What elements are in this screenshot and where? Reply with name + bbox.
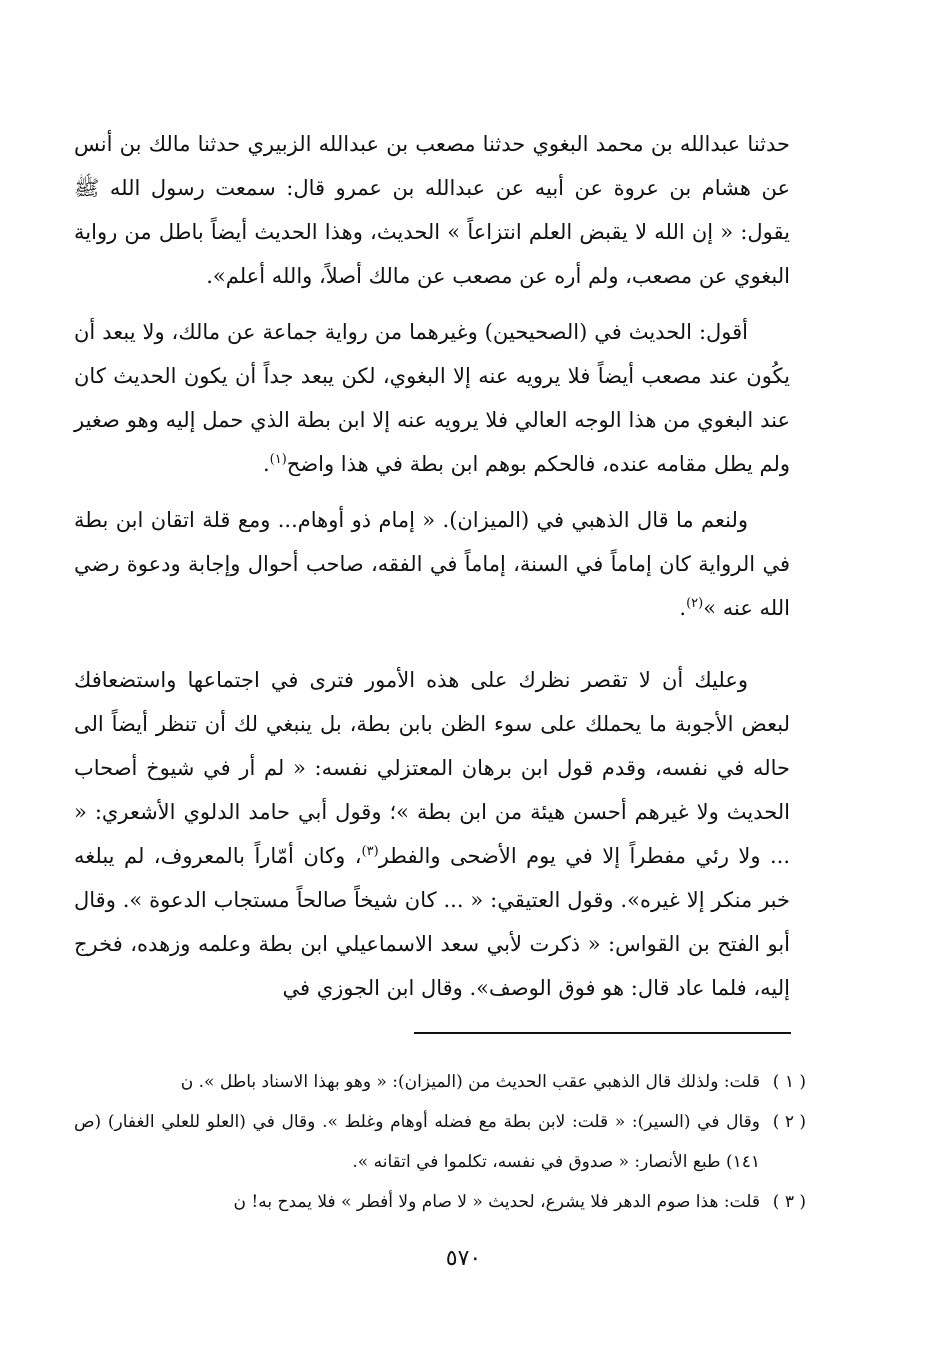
- paragraph-1: [74, 122, 790, 298]
- footnote-2-text: وقال في (السير): « قلت: لابن بطة مع فضله أوهام وغلط ». وقال في (العلو للعلي الغفار) (ص ١٤١) طبع الأنصار: « صدوق في نفسه، تكلموا في اتقانه ».: [74, 1112, 760, 1172]
- footnotes: [74, 1062, 806, 1222]
- footnote-3-text: قلت: هذا صوم الدهر فلا يشرع، لحديث « لا صام ولا أفطر » فلا يمدح به! ن: [233, 1192, 760, 1212]
- paragraph-3: [74, 498, 790, 630]
- footnote-ref-1: (١): [269, 452, 287, 467]
- footnote-3-number: ( ٣ ): [772, 1192, 806, 1212]
- paragraph-1-text: حدثنا عبدالله بن محمد البغوي حدثنا مصعب بن عبدالله الزبيري حدثنا مالك بن أنس عن هشام بن عروة عن أبيه عن عبدالله بن عمرو قال: سمعت رسول الله ﷺ يقول: « إن الله لا يقبض العلم انتزاعاً » الحديث، وهذا الحديث أيضاً باطل من رواية البغوي عن مصعب، ولم أره عن مصعب عن مالك أصلاً، والله أعلم».: [74, 132, 791, 288]
- footnote-ref-3: (٣): [361, 844, 379, 859]
- main-text: [74, 122, 790, 1010]
- footnote-1: [74, 1062, 806, 1102]
- paragraph-2: [74, 310, 790, 486]
- footnote-2: [74, 1102, 806, 1182]
- footnote-2-number: ( ٢ ): [772, 1112, 806, 1132]
- page-number: ٥٧٠: [445, 1246, 482, 1271]
- paragraph-4: [74, 658, 790, 1010]
- paragraph-4-text: وعليك أن لا تقصر نظرك على هذه الأمور فترى في اجتماعها واستضعافك لبعض الأجوبة ما يحملك على سوء الظن بابن بطة، بل ينبغي لك أن تنظر أيضاً الى حاله في نفسه، وقدم قول ابن برهان المعتزلي نفسه: « لم أر في شيوخ أصحاب الحديث ولا غيرهم أحسن هيئة من ابن بطة »؛ وقول أبي حامد الدلوي الأشعري: « ... ولا رئي مفطراً إلا في يوم الأضحى والفطر: [74, 668, 791, 868]
- paragraph-4-continuation: ، وكان أمّاراً بالمعروف، لم يبلغه خبر منكر إلا غيره». وقول العتيقي: « ... كان شيخاً صالحاً مستجاب الدعوة ». وقال أبو الفتح بن القواس: « ذكرت لأبي سعد الاسماعيلي ابن بطة وعلمه وزهده، فخرج إليه، فلما عاد قال: هو فوق الوصف». وقال ابن الجوزي في: [74, 844, 790, 1000]
- paragraph-3-end: .: [679, 596, 687, 620]
- paragraph-3-text: ولنعم ما قال الذهبي في (الميزان). « إمام ذو أوهام... ومع قلة اتقان ابن بطة في الرواية كان إماماً في السنة، إماماً في الفقه، صاحب أحوال وإجابة ودعوة رضي الله عنه »: [74, 508, 790, 620]
- footnote-ref-2: (٢): [686, 596, 704, 611]
- footnote-3: [74, 1182, 806, 1222]
- footnote-1-number: ( ١ ): [772, 1072, 806, 1092]
- footnote-separator: [414, 1032, 791, 1034]
- paragraph-2-text: أقول: الحديث في (الصحيحين) وغيرهما من رواية جماعة عن مالك، ولا يبعد أن يكُون عند مصعب أيضاً فلا يرويه عنه إلا البغوي، لكن يبعد جداً أن يكون الحديث كان عند البغوي من هذا الوجه العالي فلا يرويه عنه إلا ابن بطة الذي حمل إليه وهو صغير ولم يطل مقامه عنده، فالحكم بوهم ابن بطة في هذا واضح: [74, 320, 790, 476]
- paragraph-2-end: .: [262, 452, 270, 476]
- footnote-1-text: قلت: ولذلك قال الذهبي عقب الحديث من (الميزان): « وهو بهذا الاسناد باطل ». ن: [180, 1072, 760, 1092]
